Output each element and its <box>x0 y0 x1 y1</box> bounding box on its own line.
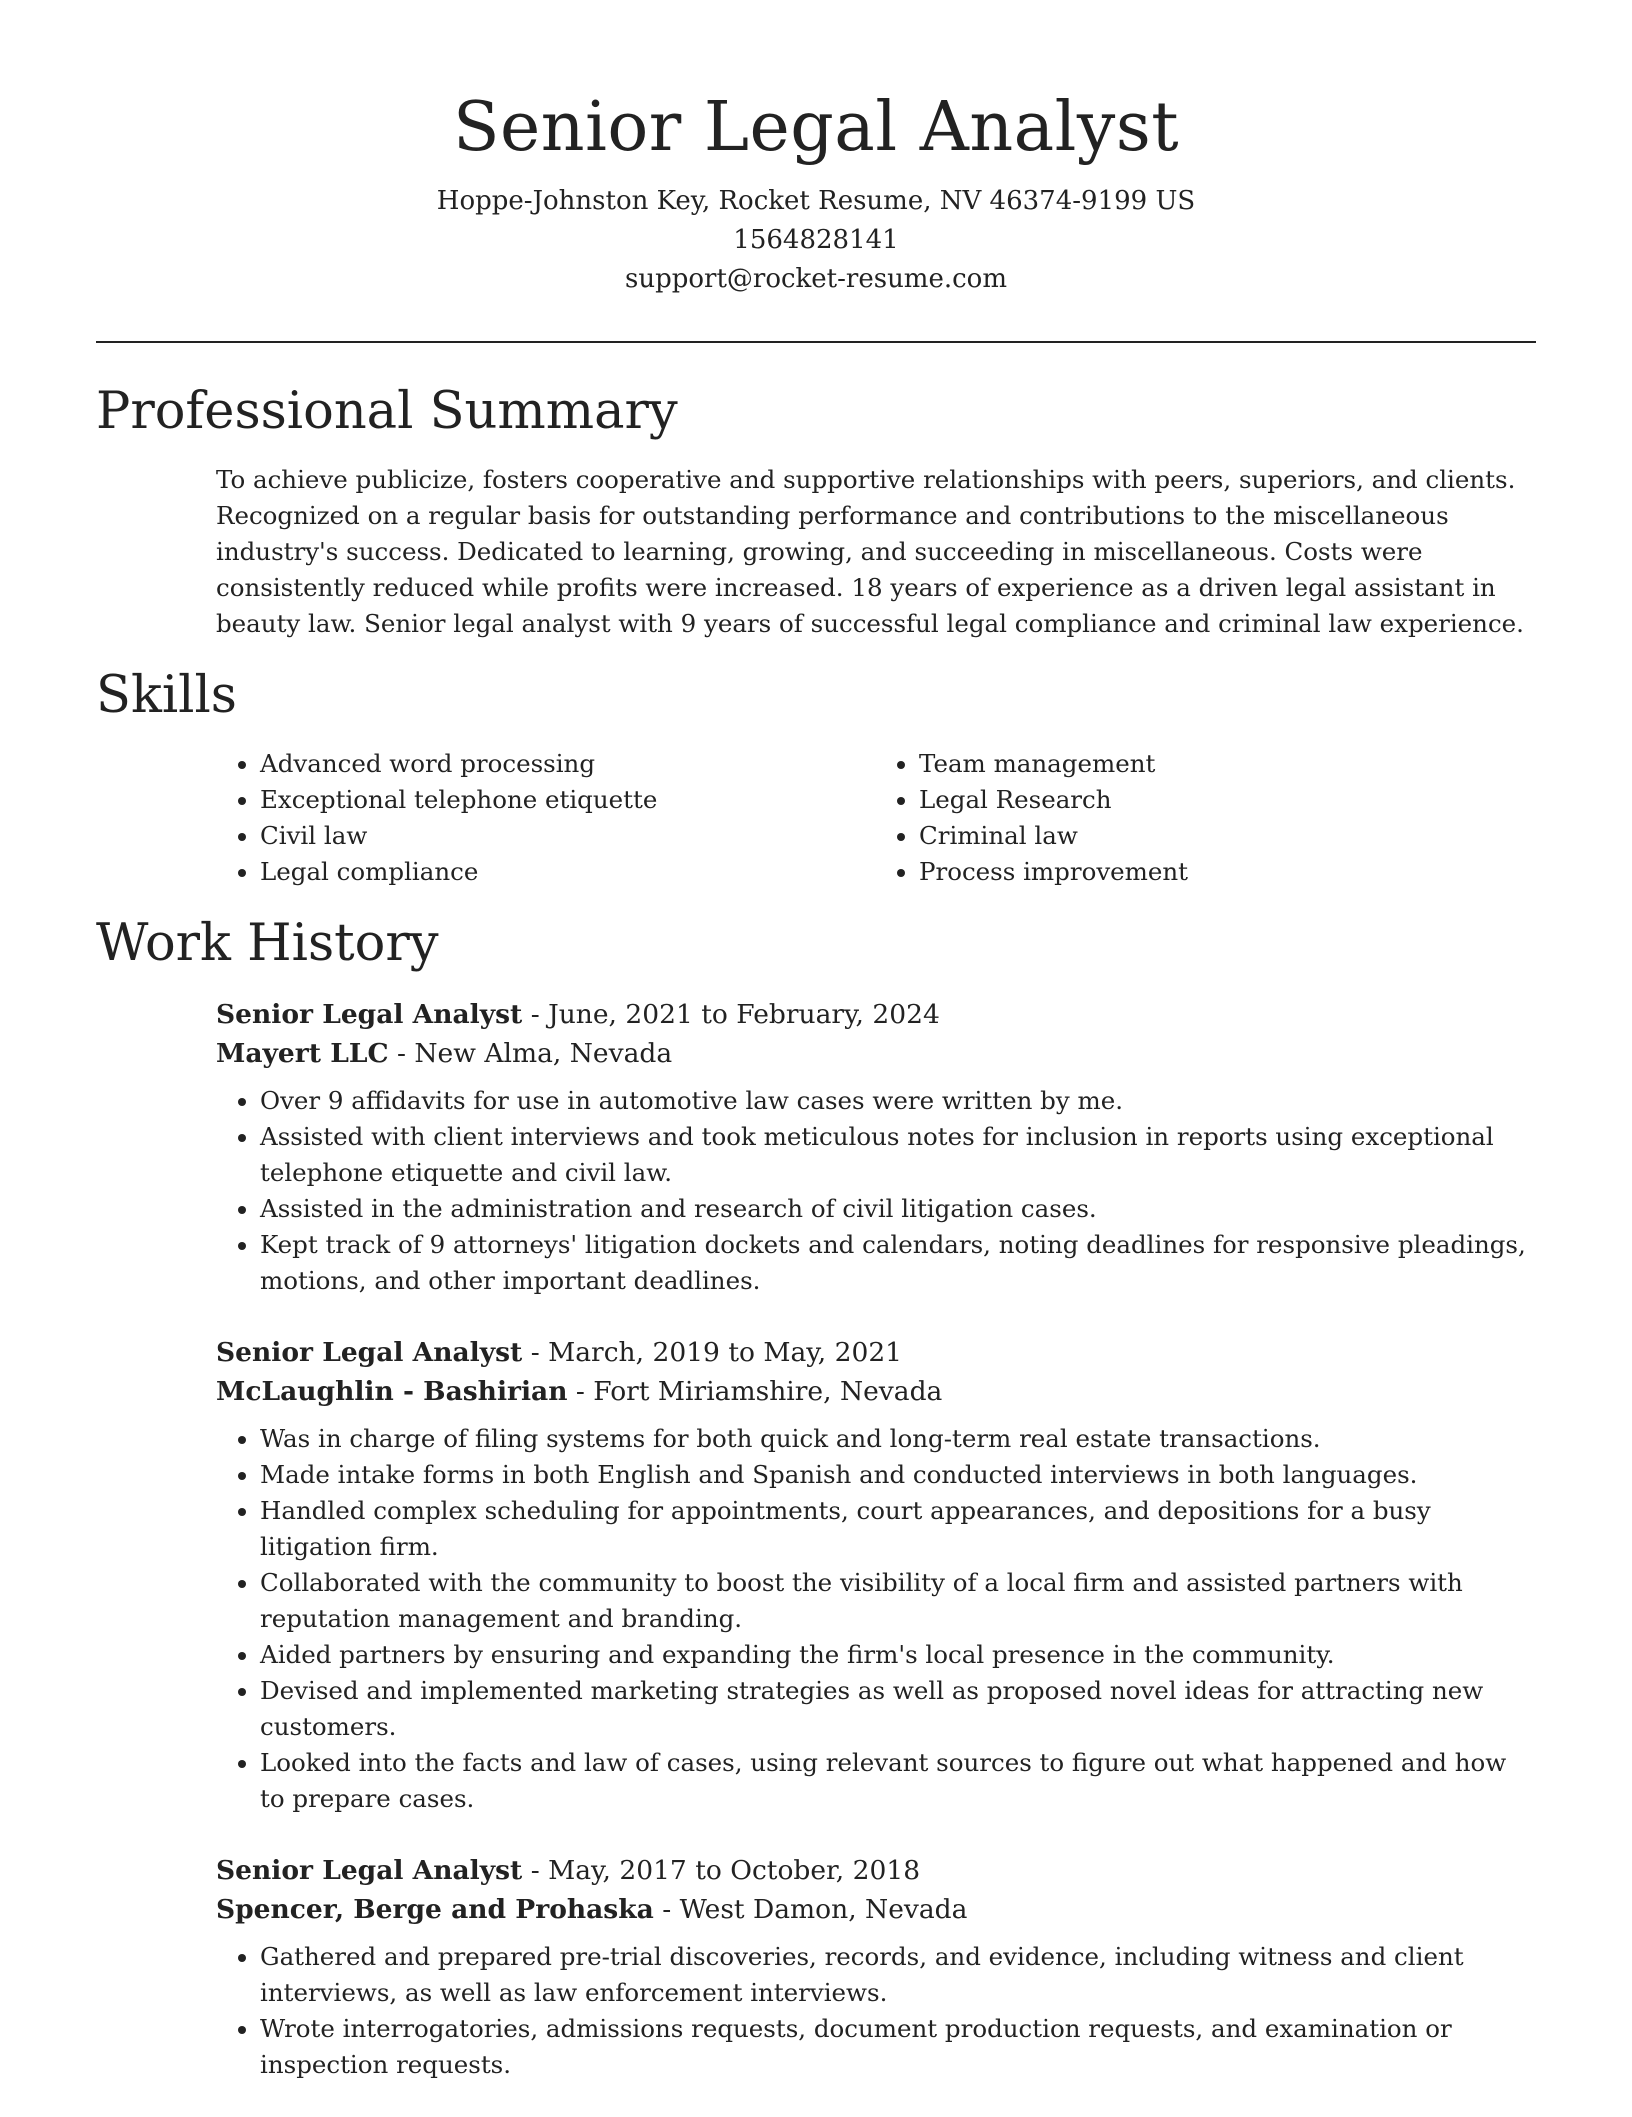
contact-address: Hoppe-Johnston Key, Rocket Resume, NV 46374-9199 US <box>436 186 1196 216</box>
summary-text: To achieve publicize, fosters cooperative and supportive relationships with peers, superiors, and clients. Recognized on a regular basis for outstanding performance and contributions to the miscellaneous industry's success. Dedicated to learning, growing, and succeeding in miscellaneous. Costs were consistently reduced while profits were increased. 18 years of experience as a driven legal assistant in beauty law. Senior legal analyst with 9 years of successful legal compliance and criminal law experience. <box>216 465 1524 638</box>
job-bullet: • Assisted with client interviews and took meticulous notes for inclusion in reports using exceptional telephone etiquette and civil law. <box>260 1119 1534 1191</box>
skill-item: • Exceptional telephone etiquette <box>260 782 875 818</box>
job-company: McLaughlin - Bashirian <box>216 1376 568 1407</box>
job-dates: - June, 2021 to February, 2024 <box>522 999 940 1030</box>
skill-item: • Advanced word processing <box>260 746 875 782</box>
job-bullet: • Was in charge of filing systems for both quick and long-term real estate transactions. <box>260 1421 1534 1457</box>
job-title-line <box>216 1851 1534 1890</box>
skill-item: • Process improvement <box>919 854 1534 890</box>
job-entry <box>216 1333 1534 1817</box>
job-bullet: • Devised and implemented marketing strategies as well as proposed novel ideas for attracting new customers. <box>260 1673 1534 1745</box>
work-history-list <box>216 995 1534 2117</box>
summary-heading: Professional Summary <box>96 382 678 441</box>
job-bullet: • Looked into the facts and law of cases, using relevant sources to figure out what happened and how to prepare cases. <box>260 1745 1534 1817</box>
skills-list <box>216 746 1534 890</box>
job-bullet: • Collaborated with the community to boost the visibility of a local firm and assisted partners with reputation management and branding. <box>260 1565 1534 1637</box>
header-divider <box>96 341 1536 343</box>
job-bullet: • Kept track of 9 attorneys' litigation dockets and calendars, noting deadlines for responsive pleadings, motions, and other important deadlines. <box>260 1227 1534 1299</box>
skill-item: • Legal Research <box>919 782 1534 818</box>
skills-column-left <box>216 746 875 890</box>
job-entry <box>216 1851 1534 2083</box>
resume-header <box>0 0 1632 299</box>
skill-item: • Legal compliance <box>260 854 875 890</box>
job-dates: - May, 2017 to October, 2018 <box>522 1855 921 1886</box>
job-entry <box>216 995 1534 1299</box>
job-bullet: • Aided partners by ensuring and expanding the firm's local presence in the community. <box>260 1637 1534 1673</box>
job-company-line <box>216 1890 1534 1929</box>
resume-name: Senior Legal Analyst <box>452 88 1180 167</box>
job-title: Senior Legal Analyst <box>216 999 523 1030</box>
job-company-line <box>216 1372 1534 1411</box>
skill-item: • Criminal law <box>919 818 1534 854</box>
job-bullet: • Handled complex scheduling for appointments, court appearances, and depositions for a busy litigation firm. <box>260 1493 1534 1565</box>
job-company: Mayert LLC <box>216 1038 389 1069</box>
job-location: - Fort Miriamshire, Nevada <box>567 1376 943 1407</box>
job-company: Spencer, Berge and Prohaska <box>216 1894 654 1925</box>
contact-phone: 1564828141 <box>733 225 899 255</box>
work-history-heading: Work History <box>96 914 439 973</box>
job-bullets <box>216 1083 1534 1299</box>
job-bullet: • Gathered and prepared pre-trial discoveries, records, and evidence, including witness and client interviews, as well as law enforcement interviews. <box>260 1939 1534 2011</box>
job-title: Senior Legal Analyst <box>216 1855 523 1886</box>
job-bullet: • Assisted in the administration and research of civil litigation cases. <box>260 1191 1534 1227</box>
job-title-line <box>216 1333 1534 1372</box>
job-dates: - March, 2019 to May, 2021 <box>522 1337 903 1368</box>
job-bullets <box>216 1421 1534 1817</box>
job-location: - West Damon, Nevada <box>653 1894 968 1925</box>
skill-item: • Civil law <box>260 818 875 854</box>
job-bullet: • Over 9 affidavits for use in automotive law cases were written by me. <box>260 1083 1534 1119</box>
skill-item: • Team management <box>919 746 1534 782</box>
job-company-line <box>216 1034 1534 1073</box>
job-title-line <box>216 995 1534 1034</box>
job-bullet: • Wrote interrogatories, admissions requests, document production requests, and examination or inspection requests. <box>260 2011 1534 2083</box>
job-bullets <box>216 1939 1534 2083</box>
contact-email: support@rocket-resume.com <box>624 264 1007 294</box>
skills-heading: Skills <box>96 666 237 725</box>
contact-block <box>0 182 1632 299</box>
job-title: Senior Legal Analyst <box>216 1337 523 1368</box>
job-location: - New Alma, Nevada <box>388 1038 673 1069</box>
job-bullet: • Made intake forms in both English and Spanish and conducted interviews in both languages. <box>260 1457 1534 1493</box>
skills-column-right <box>875 746 1534 890</box>
